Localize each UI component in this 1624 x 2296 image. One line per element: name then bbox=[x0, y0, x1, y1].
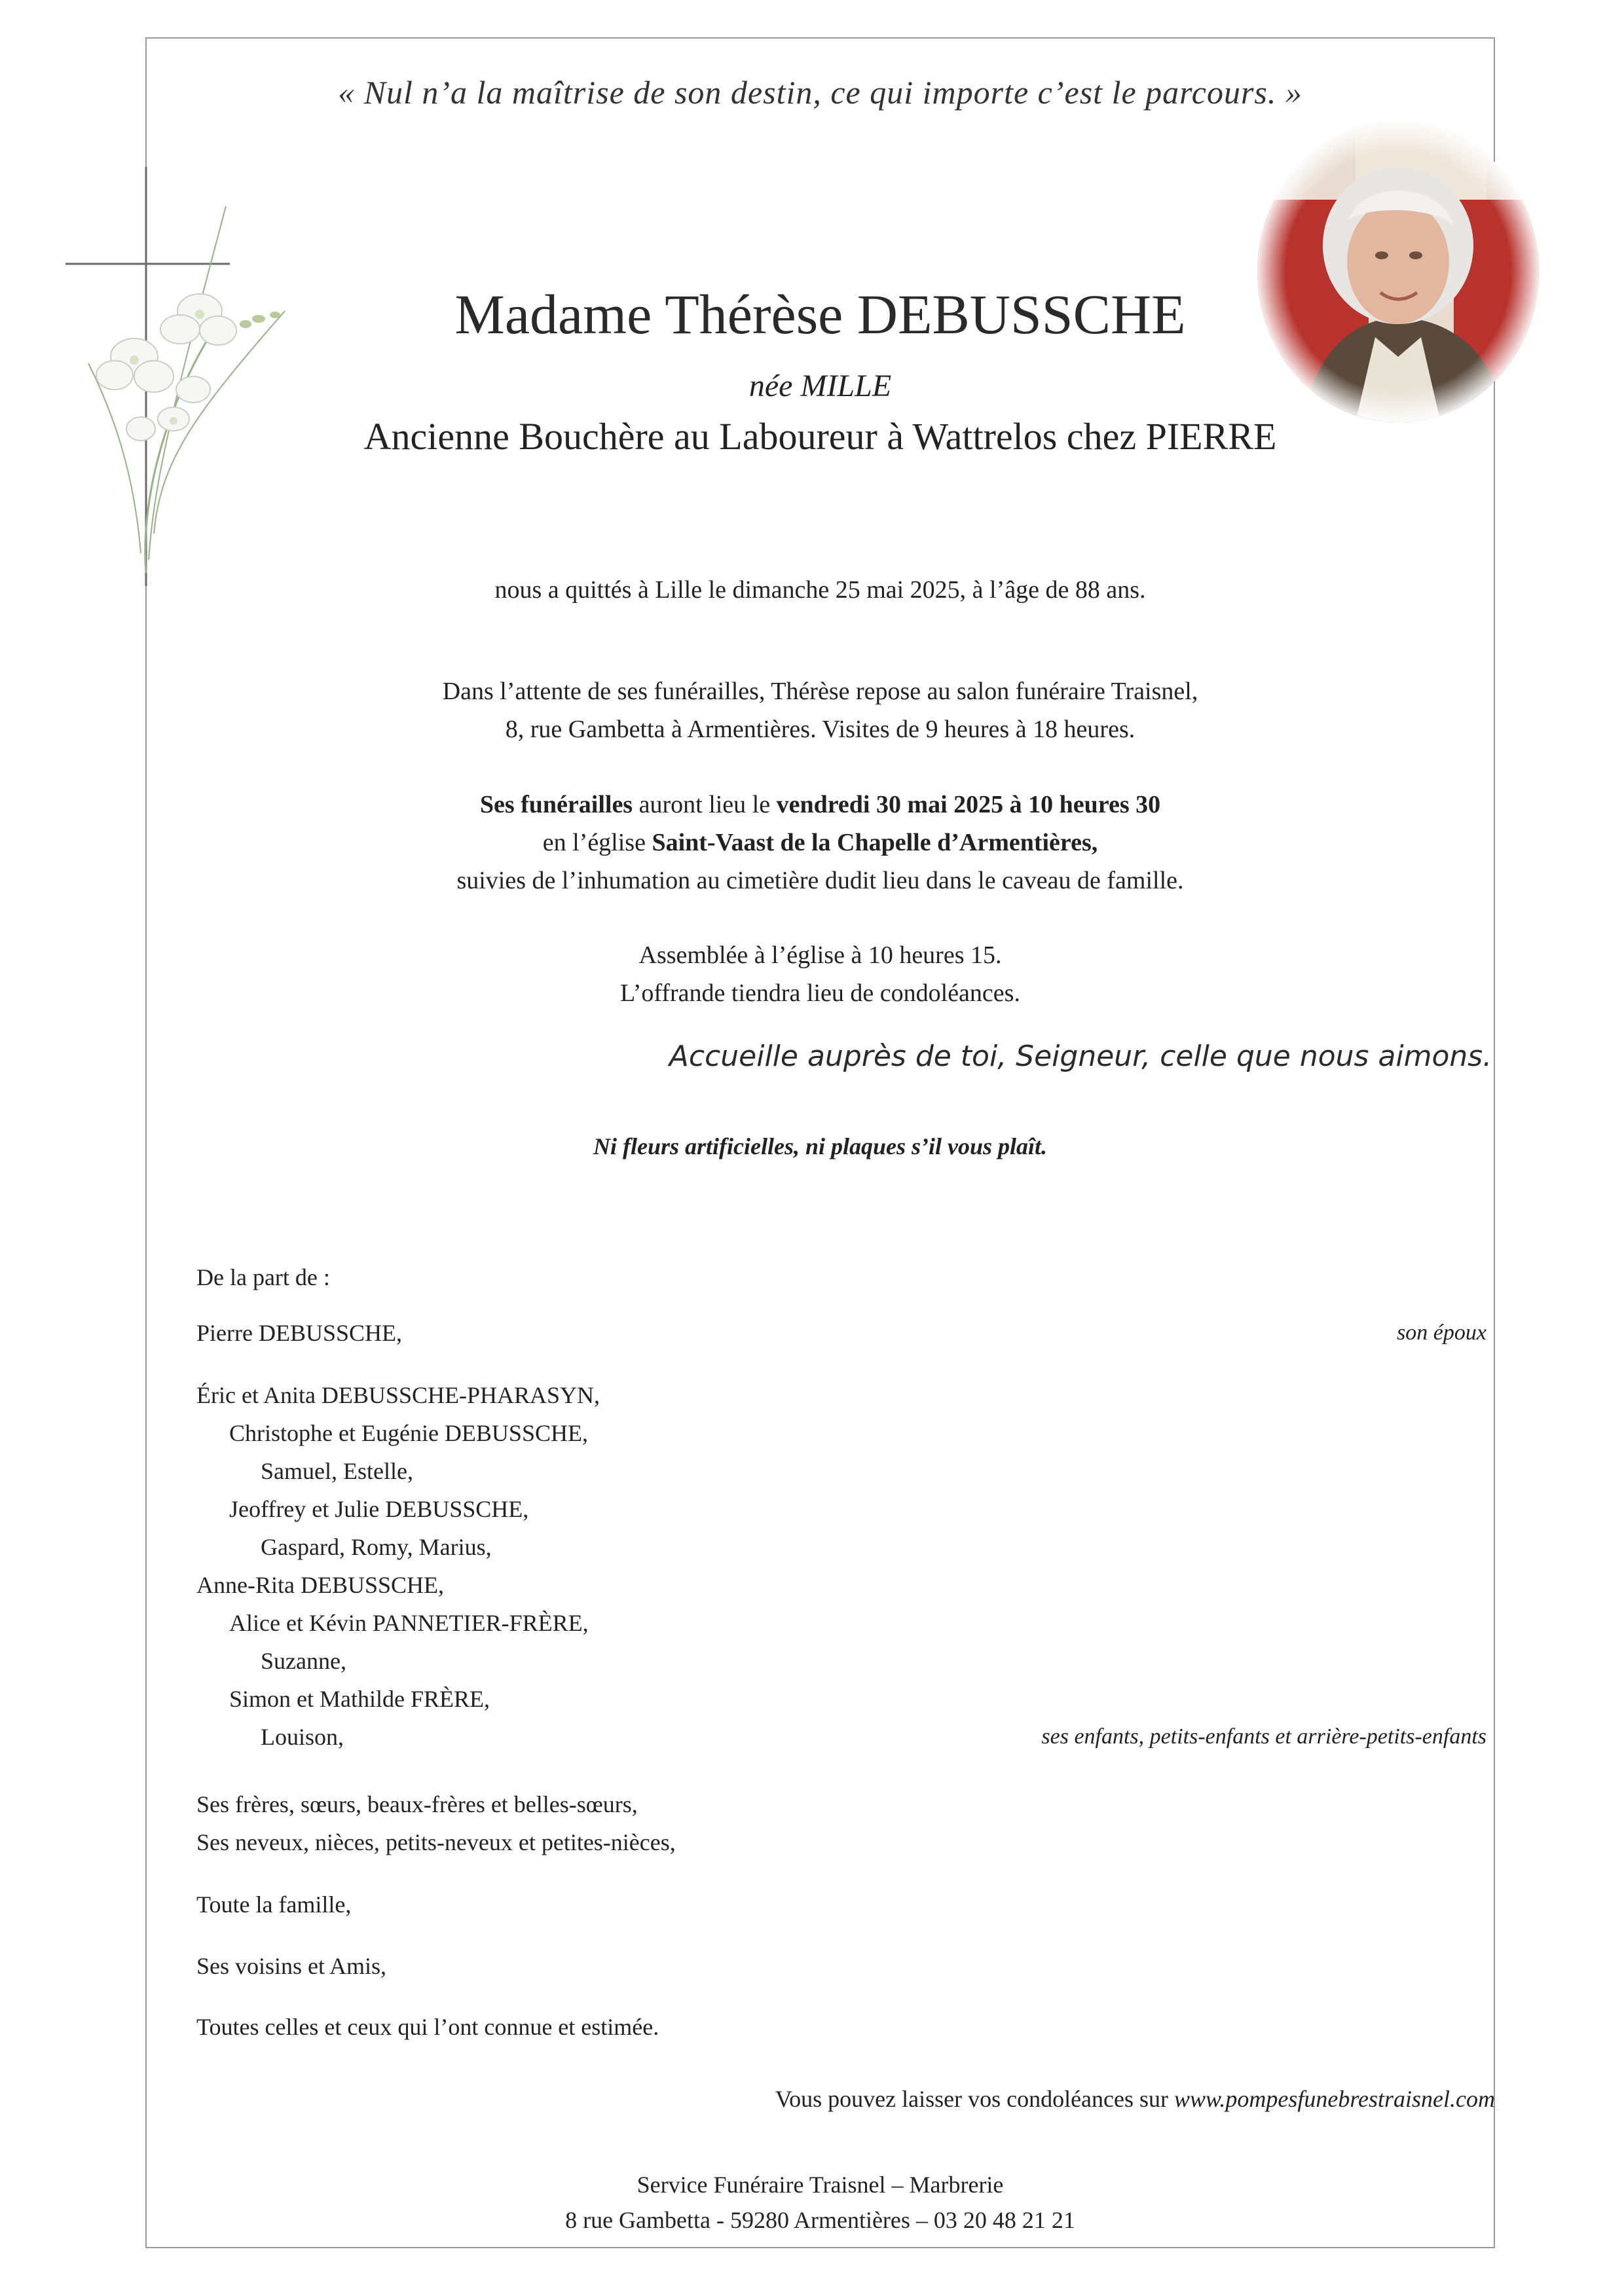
family-member: Simon et Mathilde FRÈRE, bbox=[229, 1686, 490, 1712]
condolences-text: Vous pouvez laisser vos condoléances sur bbox=[775, 2086, 1175, 2112]
family-spouse: Pierre DEBUSSCHE, bbox=[196, 1320, 402, 1346]
family-all: Toute la famille, bbox=[196, 1891, 352, 1918]
assembly-line-2: L’offrande tiendra lieu de condoléances. bbox=[620, 979, 1020, 1007]
condolences-line bbox=[775, 2085, 1495, 2113]
family-nephews: Ses neveux, nièces, petits-neveux et petites-nièces, bbox=[196, 1829, 676, 1855]
rest-line-2: 8, rue Gambetta à Armentières. Visites de 9 heures à 18 heures. bbox=[505, 716, 1135, 743]
funeral-date: vendredi 30 mai 2025 à 10 heures 30 bbox=[776, 791, 1161, 818]
epigraph-quote: « Nul n’a la maîtrise de son destin, ce qui importe c’est le parcours. » bbox=[338, 74, 1302, 111]
family-member: Samuel, Estelle, bbox=[261, 1458, 413, 1484]
maiden-name: née MILLE bbox=[748, 369, 892, 403]
assembly-line-1: Assemblée à l’église à 10 heures 15. bbox=[638, 941, 1002, 969]
family-neighbors: Ses voisins et Amis, bbox=[196, 1953, 387, 1979]
family-member: Louison, bbox=[261, 1724, 344, 1750]
church-prefix: en l’église bbox=[542, 829, 652, 856]
family-member: Suzanne, bbox=[261, 1648, 346, 1674]
footer-address: 8 rue Gambetta - 59280 Armentières – 03 20 48 21 21 bbox=[565, 2207, 1075, 2233]
family-siblings: Ses frères, sœurs, beaux-frères et belles-sœurs, bbox=[196, 1791, 638, 1817]
death-announcement: nous a quittés à Lille le dimanche 25 mai 2025, à l’âge de 88 ans. bbox=[494, 576, 1146, 604]
members-relation: ses enfants, petits-enfants et arrière-petits-enfants bbox=[1041, 1724, 1486, 1749]
no-flowers-notice: Ni fleurs artificielles, ni plaques s’il vous plaît. bbox=[593, 1133, 1048, 1159]
rest-line-1: Dans l’attente de ses funérailles, Thérèse repose au salon funéraire Traisnel, bbox=[442, 678, 1198, 705]
family-member: Gaspard, Romy, Marius, bbox=[261, 1534, 492, 1560]
prayer: Accueille auprès de toi, Seigneur, celle que nous aimons. bbox=[669, 1040, 1492, 1073]
funeral-label: Ses funérailles bbox=[479, 791, 633, 818]
family-member: Christophe et Eugénie DEBUSSCHE, bbox=[229, 1420, 588, 1446]
family-intro: De la part de : bbox=[196, 1264, 330, 1290]
funeral-line-2 bbox=[145, 824, 1495, 862]
deceased-name: Madame Thérèse DEBUSSCHE bbox=[454, 283, 1186, 346]
funeral-text: auront lieu le bbox=[633, 791, 777, 818]
family-member: Éric et Anita DEBUSSCHE-PHARASYN, bbox=[196, 1382, 600, 1408]
church-name: Saint-Vaast de la Chapelle d’Armentières, bbox=[652, 829, 1098, 856]
condolences-link[interactable]: www.pompesfunebrestraisnel.com bbox=[1174, 2086, 1495, 2112]
occupation: Ancienne Bouchère au Laboureur à Wattrelos chez PIERRE bbox=[363, 415, 1277, 458]
footer-company: Service Funéraire Traisnel – Marbrerie bbox=[637, 2172, 1004, 2198]
family-member: Anne-Rita DEBUSSCHE, bbox=[196, 1572, 444, 1598]
family-member: Alice et Kévin PANNETIER-FRÈRE, bbox=[229, 1610, 589, 1636]
spouse-relation: son époux bbox=[1397, 1321, 1486, 1345]
family-everyone: Toutes celles et ceux qui l’ont connue et estimée. bbox=[196, 2014, 659, 2040]
funeral-line-1 bbox=[145, 786, 1495, 824]
family-member: Jeoffrey et Julie DEBUSSCHE, bbox=[229, 1496, 529, 1522]
funeral-line-3: suivies de l’inhumation au cimetière dudit lieu dans le caveau de famille. bbox=[456, 867, 1184, 894]
